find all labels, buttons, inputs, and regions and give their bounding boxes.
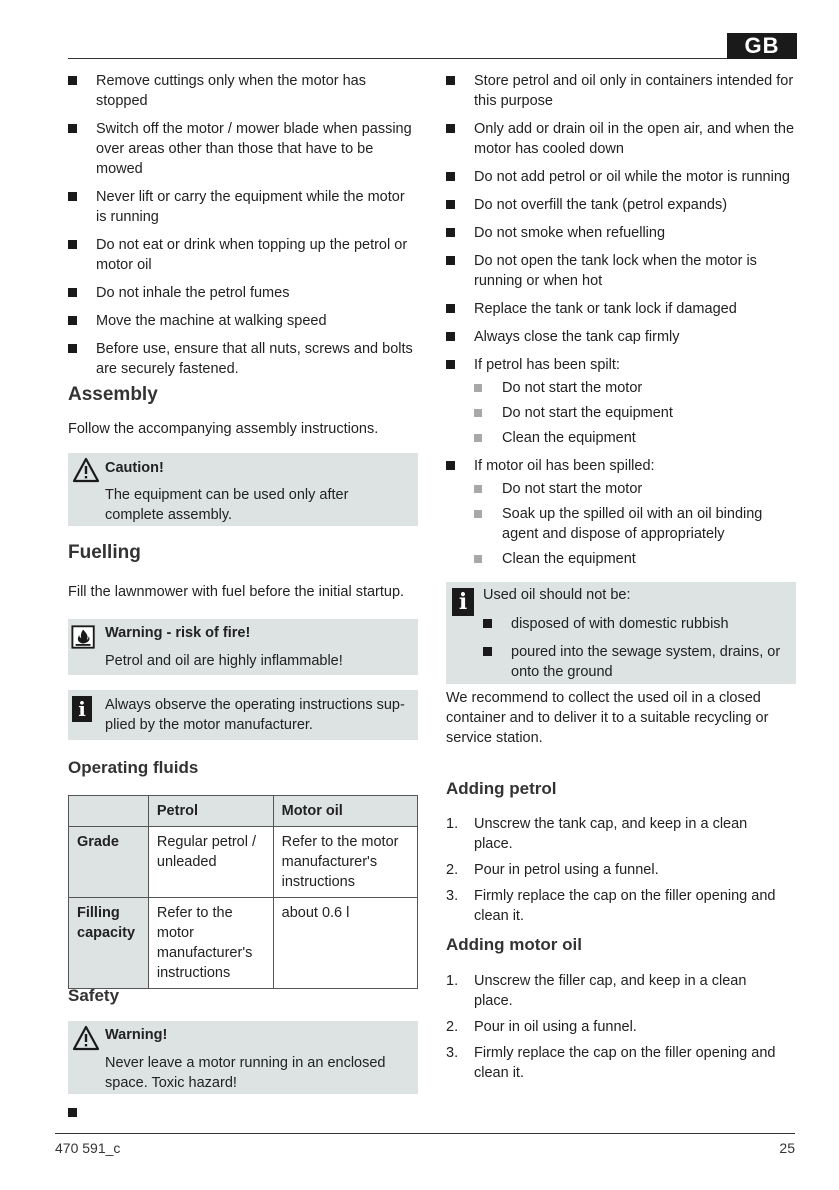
- used-oil-list: [483, 614, 788, 690]
- left-safety-list: [68, 71, 418, 387]
- petrol-spilt-label: If petrol has been spilt:: [474, 357, 620, 373]
- list-item: Do not open the tank lock when the motor is running or when hot: [446, 251, 796, 291]
- fire-warning-title: Warning - risk of fire!: [105, 625, 251, 641]
- sub-list-item: Soak up the spilled oil with an oil binding agent and dispose of appropriately: [474, 504, 796, 544]
- info-icon: i: [72, 696, 92, 722]
- step-item: [446, 971, 786, 1011]
- oil-spilled-sublist: [474, 479, 796, 569]
- table-cell: about 0.6 l: [273, 898, 417, 989]
- language-badge: GB: [727, 33, 797, 59]
- info-text: Always observe the operating instructions sup-plied by the motor manufacturer.: [105, 697, 405, 733]
- sub-list-item: Clean the equipment: [474, 549, 796, 569]
- table-header-cell: Motor oil: [273, 796, 417, 827]
- doc-number: 470 591_c: [55, 1140, 121, 1156]
- toxic-warning-title: Warning!: [105, 1027, 168, 1043]
- adding-oil-heading: Adding motor oil: [446, 935, 582, 954]
- used-oil-note: [446, 582, 796, 684]
- list-item: Do not add petrol or oil while the motor is running: [446, 167, 796, 187]
- list-item: Before use, ensure that all nuts, screws and bolts are securely fastened.: [68, 339, 418, 379]
- step-text: Pour in petrol using a funnel.: [474, 862, 659, 878]
- step-number: 1.: [446, 816, 459, 832]
- step-item: [446, 1043, 786, 1083]
- fire-warning-text: Petrol and oil are highly inflammable!: [105, 653, 343, 669]
- table-row: [69, 898, 418, 989]
- table-header-cell: [69, 796, 149, 827]
- petrol-spilt-sublist: [474, 378, 796, 448]
- stray-bullet: [68, 1108, 77, 1117]
- list-item: Do not inhale the petrol fumes: [68, 283, 418, 303]
- right-safety-list: [446, 71, 796, 577]
- list-item-oil-spilled: [446, 456, 796, 569]
- adding-petrol-heading: Adding petrol: [446, 779, 557, 798]
- fuelling-heading: Fuelling: [68, 542, 141, 563]
- step-text: Firmly replace the cap on the filler opening and clean it.: [474, 1045, 776, 1081]
- list-item: Replace the tank or tank lock if damaged: [446, 299, 796, 319]
- footer-rule: [55, 1133, 795, 1134]
- adding-petrol-steps: [446, 814, 786, 932]
- list-item: Never lift or carry the equipment while the motor is running: [68, 187, 418, 227]
- fire-warning-note: [68, 619, 418, 675]
- step-number: 3.: [446, 888, 459, 904]
- row-label: Filling capacity: [69, 898, 149, 989]
- fire-hazard-icon: [71, 624, 97, 650]
- step-text: Unscrew the tank cap, and keep in a clean place.: [474, 816, 748, 852]
- table-cell: Refer to the motor manufacturer's instructions: [273, 827, 417, 898]
- sub-list-item: Do not start the motor: [474, 378, 796, 398]
- list-item: disposed of with domestic rubbish: [483, 614, 788, 634]
- operating-fluids-heading: Operating fluids: [68, 758, 199, 777]
- recommend-text: We recommend to collect the used oil in a closed container and to deliver it to a suitable recycling or service station.: [446, 690, 769, 746]
- assembly-text: Follow the accompanying assembly instructions.: [68, 421, 379, 437]
- toxic-warning-text: Never leave a motor running in an enclosed space. Toxic hazard!: [105, 1055, 386, 1091]
- list-item: Do not smoke when refuelling: [446, 223, 796, 243]
- page-number: 25: [779, 1140, 795, 1156]
- step-text: Pour in oil using a funnel.: [474, 1019, 637, 1035]
- sub-list-item: Do not start the motor: [474, 479, 796, 499]
- row-label: Grade: [69, 827, 149, 898]
- step-number: 1.: [446, 973, 459, 989]
- step-item: [446, 814, 786, 854]
- list-item: Move the machine at walking speed: [68, 311, 418, 331]
- caution-title: Caution!: [105, 460, 164, 476]
- warning-triangle-icon: [72, 457, 100, 483]
- header-rule: [68, 58, 795, 59]
- sub-list-item: Do not start the equipment: [474, 403, 796, 423]
- step-item: [446, 860, 786, 880]
- fuelling-text: Fill the lawnmower with fuel before the initial startup.: [68, 584, 405, 600]
- list-item-petrol-spilt: [446, 355, 796, 448]
- list-item: Do not overfill the tank (petrol expands): [446, 195, 796, 215]
- table-row: [69, 827, 418, 898]
- step-item: [446, 886, 786, 926]
- toxic-warning-note: [68, 1021, 418, 1094]
- sub-list-item: Clean the equipment: [474, 428, 796, 448]
- list-item: poured into the sewage system, drains, or onto the ground: [483, 642, 788, 682]
- table-header-cell: Petrol: [148, 796, 273, 827]
- table-cell: Refer to the motor manufacturer's instructions: [148, 898, 273, 989]
- table-header-row: [69, 796, 418, 827]
- step-text: Unscrew the filler cap, and keep in a clean place.: [474, 973, 747, 1009]
- step-number: 2.: [446, 862, 459, 878]
- caution-note: [68, 453, 418, 526]
- assembly-heading: Assembly: [68, 384, 158, 405]
- info-note: [68, 690, 418, 740]
- list-item: Remove cuttings only when the motor has stopped: [68, 71, 418, 111]
- caution-text: The equipment can be used only after complete assembly.: [105, 487, 349, 523]
- list-item: Switch off the motor / mower blade when passing over areas other than those that have to be mowed: [68, 119, 418, 179]
- step-number: 2.: [446, 1019, 459, 1035]
- step-item: [446, 1017, 786, 1037]
- list-item: Do not eat or drink when topping up the petrol or motor oil: [68, 235, 418, 275]
- safety-heading: Safety: [68, 986, 120, 1005]
- operating-fluids-table: [68, 795, 418, 989]
- list-item: Store petrol and oil only in containers intended for this purpose: [446, 71, 796, 111]
- warning-triangle-icon: [72, 1025, 100, 1051]
- info-icon: i: [452, 588, 474, 616]
- step-text: Firmly replace the cap on the filler opening and clean it.: [474, 888, 776, 924]
- step-number: 3.: [446, 1045, 459, 1061]
- list-item: Always close the tank cap firmly: [446, 327, 796, 347]
- used-oil-title: Used oil should not be:: [483, 587, 631, 603]
- list-item: Only add or drain oil in the open air, and when the motor has cooled down: [446, 119, 796, 159]
- adding-oil-steps: [446, 971, 786, 1089]
- table-cell: Regular petrol / unleaded: [148, 827, 273, 898]
- oil-spilled-label: If motor oil has been spilled:: [474, 458, 655, 474]
